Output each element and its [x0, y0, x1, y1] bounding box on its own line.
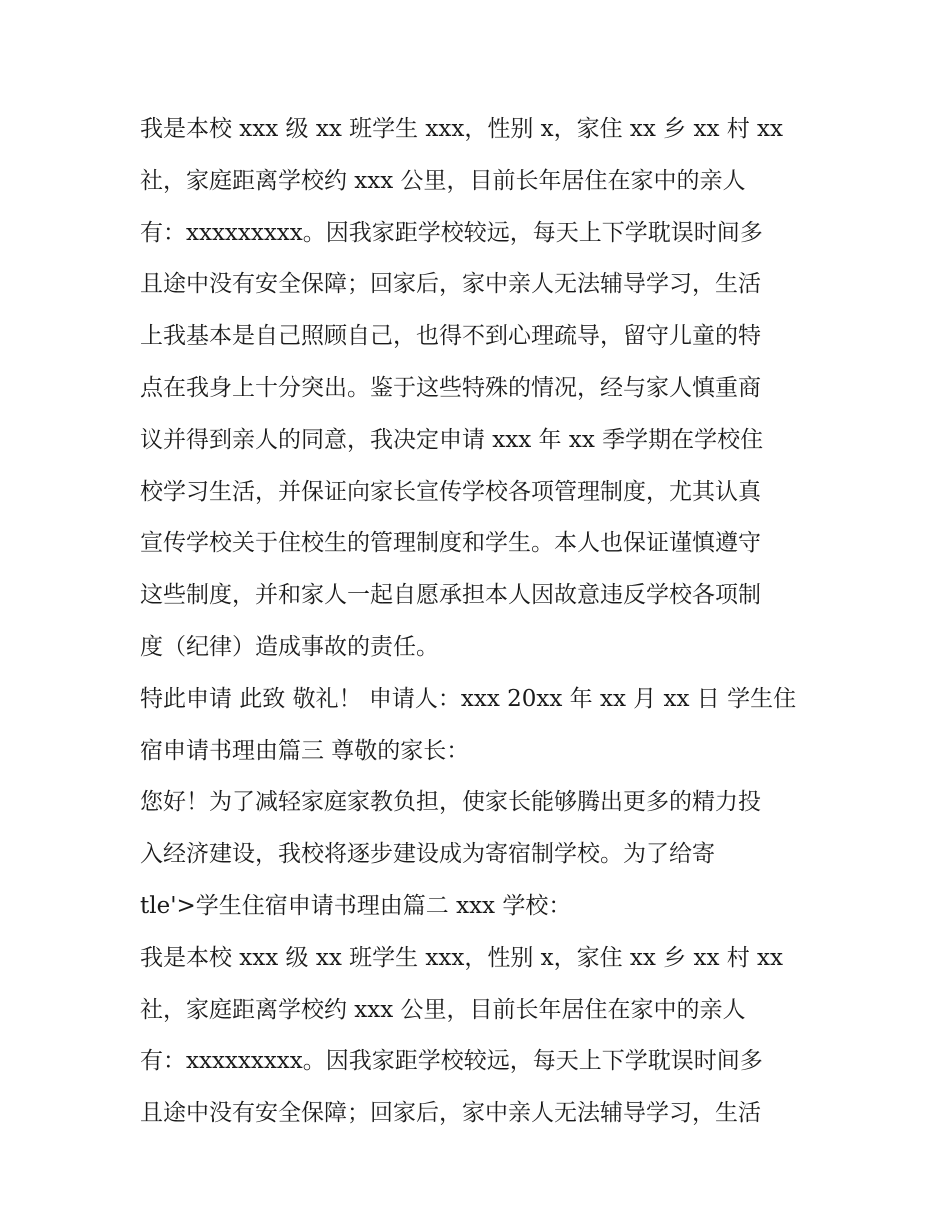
text-line: 我是本校 xxx 级 xx 班学生 xxx，性别 x，家住 xx 乡 xx 村 xx	[140, 116, 783, 142]
document-body	[140, 104, 820, 1140]
text-line: 且途中没有安全保障；回家后，家中亲人无法辅导学习，生活	[140, 271, 761, 298]
text-line: tle'>学生住宿申请书理由篇二 xxx 学校：	[140, 892, 572, 919]
text-line: 议并得到亲人的同意，我决定申请 xxx 年 xx 季学期在学校住	[140, 426, 764, 453]
text-line: 特此申请 此致 敬礼！ 申请人：xxx 20xx 年 xx 月 xx 日 学生住	[140, 685, 797, 712]
text-line: 这些制度，并和家人一起自愿承担本人因故意违反学校各项制	[140, 582, 761, 609]
text-line: 宣传学校关于住校生的管理制度和学生。本人也保证谨慎遵守	[140, 530, 761, 557]
text-line: 我是本校 xxx 级 xx 班学生 xxx，性别 x，家住 xx 乡 xx 村 xx	[140, 944, 783, 971]
text-line: 入经济建设，我校将逐步建设成为寄宿制学校。为了给寄	[140, 841, 715, 868]
text-line: 校学习生活，并保证向家长宣传学校各项管理制度，尤其认真	[140, 478, 761, 505]
text-line: 社，家庭距离学校约 xxx 公里，目前长年居住在家中的亲人	[140, 996, 746, 1023]
text-line: 且途中没有安全保障；回家后，家中亲人无法辅导学习，生活	[140, 1100, 761, 1127]
text-line: 度（纪律）造成事故的责任。	[140, 633, 439, 660]
text-line: 社，家庭距离学校约 xxx 公里，目前长年居住在家中的亲人	[140, 167, 746, 194]
text-line: 上我基本是自己照顾自己，也得不到心理疏导，留守儿童的特	[140, 323, 761, 350]
text-line: 有：xxxxxxxxx。因我家距学校较远，每天上下学耽误时间多	[140, 1048, 763, 1075]
text-line: 点在我身上十分突出。鉴于这些特殊的情况，经与家人慎重商	[140, 374, 761, 401]
text-line: 宿申请书理由篇三 尊敬的家长：	[140, 737, 470, 764]
text-line: 您好！为了减轻家庭家教负担，使家长能够腾出更多的精力投	[140, 789, 761, 816]
text-line: 有：xxxxxxxxx。因我家距学校较远，每天上下学耽误时间多	[140, 219, 763, 246]
